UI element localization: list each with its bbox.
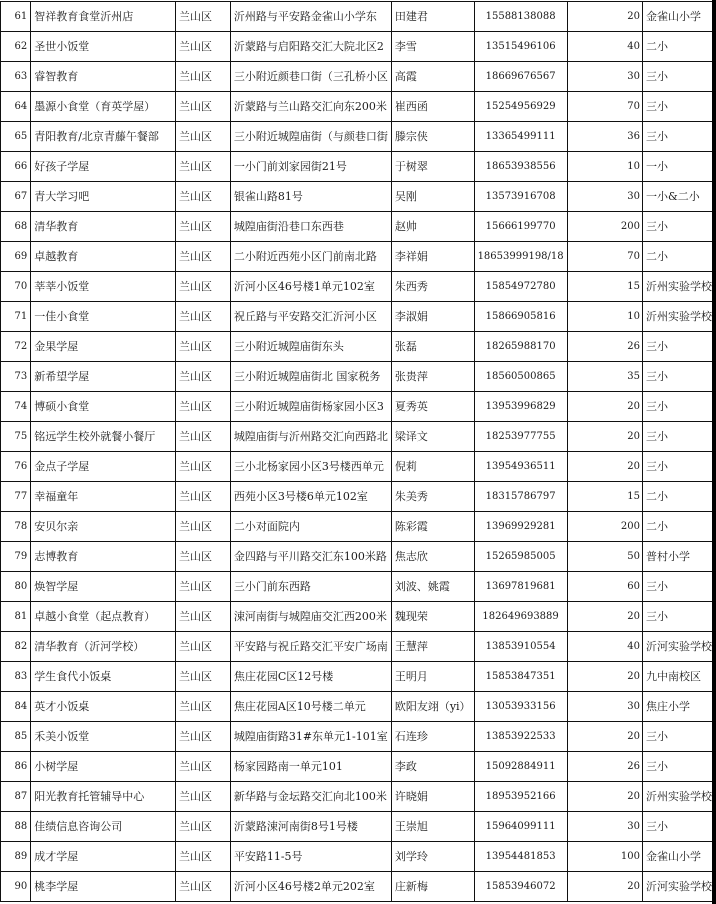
student-count: 20 [567, 782, 642, 812]
table-row [1, 632, 716, 662]
table-row [1, 332, 716, 362]
organization-name: 志博教育 [31, 542, 176, 572]
contact-person: 王崇旭 [391, 812, 474, 842]
row-number: 71 [1, 302, 31, 332]
student-count: 60 [567, 572, 642, 602]
table-row [1, 782, 716, 812]
table-row [1, 2, 716, 32]
organization-name: 卓越教育 [31, 242, 176, 272]
table-row [1, 512, 716, 542]
row-number: 86 [1, 752, 31, 782]
school: 二小 [642, 482, 715, 512]
phone-number: 15964099111 [474, 812, 567, 842]
table-row [1, 812, 716, 842]
school: 沂州实验学校 [642, 782, 715, 812]
address: 平安路与祝丘路交汇平安广场南 [230, 632, 391, 662]
district: 兰山区 [176, 662, 231, 692]
school: 三小 [642, 392, 715, 422]
phone-number: 13573916708 [474, 182, 567, 212]
contact-person: 欧阳友翊（yi） [391, 692, 474, 722]
phone-number: 13365499111 [474, 122, 567, 152]
address: 三小附近颜巷口街（三孔桥小区 [230, 62, 391, 92]
row-number: 84 [1, 692, 31, 722]
phone-number: 18953952166 [474, 782, 567, 812]
table-row [1, 122, 716, 152]
table-row [1, 152, 716, 182]
organization-name: 青大学习吧 [31, 182, 176, 212]
school: 二小 [642, 242, 715, 272]
student-count: 70 [567, 242, 642, 272]
district: 兰山区 [176, 242, 231, 272]
school: 三小 [642, 212, 715, 242]
student-count: 15 [567, 482, 642, 512]
phone-number: 15853847351 [474, 662, 567, 692]
table-row [1, 422, 716, 452]
student-count: 20 [567, 392, 642, 422]
phone-number: 18253977755 [474, 422, 567, 452]
address: 三小附近城隍庙街东头 [230, 332, 391, 362]
contact-person: 李淑娟 [391, 302, 474, 332]
school: 沂州实验学校 [642, 302, 715, 332]
row-number: 63 [1, 62, 31, 92]
address: 新华路与金坛路交汇向北100米 [230, 782, 391, 812]
school: 三小 [642, 572, 715, 602]
district: 兰山区 [176, 152, 231, 182]
table-row [1, 182, 716, 212]
district: 兰山区 [176, 722, 231, 752]
phone-number: 18669676567 [474, 62, 567, 92]
address: 金四路与平川路交汇东100米路 [230, 542, 391, 572]
organization-name: 清华教育 [31, 212, 176, 242]
phone-number: 13853910554 [474, 632, 567, 662]
organization-name: 莘莘小饭堂 [31, 272, 176, 302]
district: 兰山区 [176, 782, 231, 812]
school: 三小 [642, 62, 715, 92]
school: 三小 [642, 452, 715, 482]
contact-person: 张磊 [391, 332, 474, 362]
organization-name: 新希望学屋 [31, 362, 176, 392]
school: 三小 [642, 122, 715, 152]
row-number: 87 [1, 782, 31, 812]
phone-number: 15588138088 [474, 2, 567, 32]
address: 三小附近城隍庙街（与颜巷口街 [230, 122, 391, 152]
school: 三小 [642, 362, 715, 392]
school: 普村小学 [642, 542, 715, 572]
organization-name: 卓越小食堂（起点教育） [31, 602, 176, 632]
table-row [1, 692, 716, 722]
contact-person: 滕宗侠 [391, 122, 474, 152]
district: 兰山区 [176, 692, 231, 722]
address: 城隍庙街路31#东单元1-101室 [230, 722, 391, 752]
address: 三小附近城隍庙街杨家园小区3 [230, 392, 391, 422]
student-count: 15 [567, 272, 642, 302]
contact-person: 王慧萍 [391, 632, 474, 662]
address: 二小附近西苑小区门前南北路 [230, 242, 391, 272]
phone-number: 13515496106 [474, 32, 567, 62]
organization-name: 成才学屋 [31, 842, 176, 872]
row-number: 66 [1, 152, 31, 182]
phone-number: 13053933156 [474, 692, 567, 722]
school: 沂州实验学校 [642, 272, 715, 302]
organization-name: 安贝尔亲 [31, 512, 176, 542]
contact-person: 魏现荣 [391, 602, 474, 632]
district: 兰山区 [176, 212, 231, 242]
table-row [1, 92, 716, 122]
row-number: 64 [1, 92, 31, 122]
organization-name: 圣世小饭堂 [31, 32, 176, 62]
district: 兰山区 [176, 872, 231, 902]
school: 三小 [642, 92, 715, 122]
table-row [1, 752, 716, 782]
phone-number: 15254956929 [474, 92, 567, 122]
row-number: 77 [1, 482, 31, 512]
organization-name: 佳绩信息咨询公司 [31, 812, 176, 842]
school: 三小 [642, 602, 715, 632]
student-count: 30 [567, 812, 642, 842]
table-row [1, 302, 716, 332]
district: 兰山区 [176, 812, 231, 842]
student-count: 200 [567, 512, 642, 542]
phone-number: 13697819681 [474, 572, 567, 602]
phone-number: 13853922533 [474, 722, 567, 752]
row-number: 82 [1, 632, 31, 662]
data-table [0, 1, 716, 902]
contact-person: 陈彩霞 [391, 512, 474, 542]
row-number: 72 [1, 332, 31, 362]
school: 一小 [642, 152, 715, 182]
organization-name: 一佳小食堂 [31, 302, 176, 332]
address: 沂蒙路与启阳路交汇大院北区2 [230, 32, 391, 62]
table-row [1, 872, 716, 902]
phone-number: 13954481853 [474, 842, 567, 872]
address: 祝丘路与平安路交汇沂河小区 [230, 302, 391, 332]
student-count: 26 [567, 752, 642, 782]
contact-person: 朱西秀 [391, 272, 474, 302]
contact-person: 朱美秀 [391, 482, 474, 512]
row-number: 79 [1, 542, 31, 572]
address: 沂蒙路涑河南街8号1号楼 [230, 812, 391, 842]
phone-number: 15092884911 [474, 752, 567, 782]
row-number: 67 [1, 182, 31, 212]
organization-name: 金果学屋 [31, 332, 176, 362]
contact-person: 李祥娟 [391, 242, 474, 272]
table-row [1, 62, 716, 92]
address: 城隍庙街与沂州路交汇向西路北 [230, 422, 391, 452]
organization-name: 阳光教育托管辅导中心 [31, 782, 176, 812]
contact-person: 高霞 [391, 62, 474, 92]
contact-person: 王明月 [391, 662, 474, 692]
student-count: 20 [567, 452, 642, 482]
organization-name: 清华教育（沂河学校） [31, 632, 176, 662]
organization-name: 金点子学屋 [31, 452, 176, 482]
district: 兰山区 [176, 572, 231, 602]
table-row [1, 212, 716, 242]
address: 沂蒙路与兰山路交汇向东200米 [230, 92, 391, 122]
phone-number: 18265988170 [474, 332, 567, 362]
school: 金雀山小学 [642, 2, 715, 32]
row-number: 88 [1, 812, 31, 842]
school: 三小 [642, 722, 715, 752]
school: 三小 [642, 422, 715, 452]
phone-number: 18653999198/18 [474, 242, 567, 272]
organization-name: 睿智教育 [31, 62, 176, 92]
organization-name: 智祥教育食堂沂州店 [31, 2, 176, 32]
student-count: 30 [567, 692, 642, 722]
contact-person: 石连珍 [391, 722, 474, 752]
address: 杨家园路南一单元101 [230, 752, 391, 782]
student-count: 40 [567, 32, 642, 62]
data-table-sheet [0, 1, 716, 902]
district: 兰山区 [176, 122, 231, 152]
row-number: 74 [1, 392, 31, 422]
row-number: 78 [1, 512, 31, 542]
student-count: 30 [567, 62, 642, 92]
district: 兰山区 [176, 842, 231, 872]
phone-number: 13954936511 [474, 452, 567, 482]
student-count: 20 [567, 602, 642, 632]
address: 沂河小区46号楼1单元102室 [230, 272, 391, 302]
school: 焦庄小学 [642, 692, 715, 722]
address: 城隍庙街沿巷口东西巷 [230, 212, 391, 242]
row-number: 73 [1, 362, 31, 392]
district: 兰山区 [176, 452, 231, 482]
district: 兰山区 [176, 602, 231, 632]
table-row [1, 272, 716, 302]
organization-name: 禾美小饭堂 [31, 722, 176, 752]
organization-name: 青阳教育/北京青藤午餐部 [31, 122, 176, 152]
district: 兰山区 [176, 62, 231, 92]
table-row [1, 542, 716, 572]
district: 兰山区 [176, 272, 231, 302]
student-count: 35 [567, 362, 642, 392]
table-row [1, 572, 716, 602]
address: 西苑小区3号楼6单元102室 [230, 482, 391, 512]
phone-number: 182649693889 [474, 602, 567, 632]
organization-name: 桃李学屋 [31, 872, 176, 902]
phone-number: 13953996829 [474, 392, 567, 422]
phone-number: 18560500865 [474, 362, 567, 392]
district: 兰山区 [176, 632, 231, 662]
student-count: 30 [567, 182, 642, 212]
organization-name: 焕智学屋 [31, 572, 176, 602]
address: 涑河南街与城隍庙交汇西200米 [230, 602, 391, 632]
organization-name: 好孩子学屋 [31, 152, 176, 182]
address: 银雀山路81号 [230, 182, 391, 212]
phone-number: 15265985005 [474, 542, 567, 572]
table-row [1, 452, 716, 482]
student-count: 50 [567, 542, 642, 572]
district: 兰山区 [176, 512, 231, 542]
address: 三小门前东西路 [230, 572, 391, 602]
address: 焦庄花园C区12号楼 [230, 662, 391, 692]
phone-number: 18315786797 [474, 482, 567, 512]
school: 一小&二小 [642, 182, 715, 212]
contact-person: 许晓娟 [391, 782, 474, 812]
school: 沂河实验学校 [642, 632, 715, 662]
student-count: 100 [567, 842, 642, 872]
school: 二小 [642, 32, 715, 62]
student-count: 20 [567, 872, 642, 902]
table-row [1, 32, 716, 62]
row-number: 90 [1, 872, 31, 902]
district: 兰山区 [176, 2, 231, 32]
district: 兰山区 [176, 362, 231, 392]
address: 二小对面院内 [230, 512, 391, 542]
address: 三小附近城隍庙街北 国家税务 [230, 362, 391, 392]
district: 兰山区 [176, 332, 231, 362]
organization-name: 墨源小食堂（育英学屋） [31, 92, 176, 122]
school: 三小 [642, 332, 715, 362]
contact-person: 于树翠 [391, 152, 474, 182]
contact-person: 梁译文 [391, 422, 474, 452]
contact-person: 倪莉 [391, 452, 474, 482]
school: 二小 [642, 512, 715, 542]
district: 兰山区 [176, 92, 231, 122]
student-count: 20 [567, 662, 642, 692]
address: 三小北杨家园小区3号楼西单元 [230, 452, 391, 482]
address: 一小门前刘家园街21号 [230, 152, 391, 182]
row-number: 85 [1, 722, 31, 752]
phone-number: 15866905816 [474, 302, 567, 332]
contact-person: 刘波、姚霞 [391, 572, 474, 602]
table-row [1, 392, 716, 422]
student-count: 10 [567, 302, 642, 332]
address: 沂州路与平安路金雀山小学东 [230, 2, 391, 32]
contact-person: 张贵萍 [391, 362, 474, 392]
district: 兰山区 [176, 752, 231, 782]
organization-name: 铭远学生校外就餐小餐厅 [31, 422, 176, 452]
school: 金雀山小学 [642, 842, 715, 872]
student-count: 36 [567, 122, 642, 152]
row-number: 89 [1, 842, 31, 872]
address: 焦庄花园A区10号楼二单元 [230, 692, 391, 722]
contact-person: 夏秀英 [391, 392, 474, 422]
row-number: 68 [1, 212, 31, 242]
row-number: 81 [1, 602, 31, 632]
table-row [1, 602, 716, 632]
organization-name: 英才小饭桌 [31, 692, 176, 722]
table-row [1, 722, 716, 752]
row-number: 62 [1, 32, 31, 62]
school: 三小 [642, 812, 715, 842]
student-count: 20 [567, 2, 642, 32]
table-row [1, 842, 716, 872]
contact-person: 焦志欣 [391, 542, 474, 572]
contact-person: 吴刚 [391, 182, 474, 212]
organization-name: 幸福童年 [31, 482, 176, 512]
school: 沂河实验学校 [642, 872, 715, 902]
district: 兰山区 [176, 422, 231, 452]
page-right-edge [712, 0, 716, 904]
district: 兰山区 [176, 392, 231, 422]
student-count: 40 [567, 632, 642, 662]
phone-number: 15853946072 [474, 872, 567, 902]
student-count: 20 [567, 422, 642, 452]
student-count: 200 [567, 212, 642, 242]
contact-person: 赵帅 [391, 212, 474, 242]
contact-person: 崔西函 [391, 92, 474, 122]
table-row [1, 362, 716, 392]
school: 三小 [642, 752, 715, 782]
phone-number: 15854972780 [474, 272, 567, 302]
contact-person: 李雪 [391, 32, 474, 62]
row-number: 80 [1, 572, 31, 602]
row-number: 75 [1, 422, 31, 452]
row-number: 83 [1, 662, 31, 692]
phone-number: 18653938556 [474, 152, 567, 182]
row-number: 65 [1, 122, 31, 152]
organization-name: 学生食代小饭桌 [31, 662, 176, 692]
student-count: 20 [567, 722, 642, 752]
organization-name: 小树学屋 [31, 752, 176, 782]
district: 兰山区 [176, 182, 231, 212]
contact-person: 庄新梅 [391, 872, 474, 902]
district: 兰山区 [176, 302, 231, 332]
organization-name: 博硕小食堂 [31, 392, 176, 422]
table-body [1, 2, 716, 902]
table-row [1, 662, 716, 692]
phone-number: 15666199770 [474, 212, 567, 242]
school: 九中南校区 [642, 662, 715, 692]
address: 沂河小区46号楼2单元202室 [230, 872, 391, 902]
student-count: 26 [567, 332, 642, 362]
table-row [1, 242, 716, 272]
phone-number: 13969929281 [474, 512, 567, 542]
district: 兰山区 [176, 542, 231, 572]
row-number: 76 [1, 452, 31, 482]
contact-person: 田建君 [391, 2, 474, 32]
row-number: 61 [1, 2, 31, 32]
contact-person: 刘学玲 [391, 842, 474, 872]
row-number: 69 [1, 242, 31, 272]
student-count: 10 [567, 152, 642, 182]
district: 兰山区 [176, 32, 231, 62]
district: 兰山区 [176, 482, 231, 512]
contact-person: 李政 [391, 752, 474, 782]
address: 平安路11-5号 [230, 842, 391, 872]
row-number: 70 [1, 272, 31, 302]
student-count: 70 [567, 92, 642, 122]
table-row [1, 482, 716, 512]
